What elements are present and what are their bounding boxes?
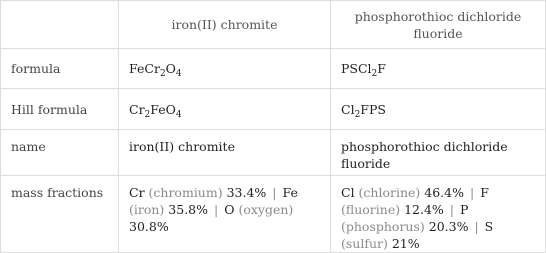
fraction-value: 21% xyxy=(391,236,420,251)
formula-subscript: 2 xyxy=(144,109,151,120)
row-label-mass-fractions: mass fractions xyxy=(1,176,119,253)
formula-subscript: 4 xyxy=(175,109,182,120)
element-symbol: S xyxy=(484,219,494,234)
table-row xyxy=(1,49,546,89)
formula-element: PSCl xyxy=(341,61,372,76)
separator: | xyxy=(214,202,219,217)
row-label-formula: formula xyxy=(1,49,119,89)
formula-element: FeO xyxy=(150,101,176,117)
element-name: (iron) xyxy=(129,202,165,217)
column-header-iron-chromite: iron(II) chromite xyxy=(119,1,331,49)
element-name: (oxygen) xyxy=(238,202,294,217)
element-symbol: P xyxy=(459,202,469,217)
fraction-value: 30.8% xyxy=(129,219,169,234)
separator: | xyxy=(474,219,479,234)
table-row xyxy=(1,176,546,253)
element-symbol: O xyxy=(224,202,235,217)
hill-formula-cell xyxy=(119,89,331,130)
row-label-name: name xyxy=(1,130,119,176)
formula-subscript: 2 xyxy=(371,69,378,79)
separator: | xyxy=(272,185,277,200)
formula-subscript: 4 xyxy=(175,69,182,79)
table-row xyxy=(1,130,546,176)
element-name: (sulfur) xyxy=(341,236,388,251)
formula-element: Fe xyxy=(129,61,145,76)
separator: | xyxy=(449,202,454,217)
element-symbol: F xyxy=(480,185,489,200)
formula-cell xyxy=(331,49,546,89)
corner-cell xyxy=(1,1,119,49)
mass-fractions-cell xyxy=(119,176,331,253)
separator: | xyxy=(469,185,475,200)
element-symbol: Fe xyxy=(282,185,298,200)
row-label-hill-formula: Hill formula xyxy=(1,89,119,130)
fraction-value: 46.4% xyxy=(424,185,464,200)
element-name: (phosphorus) xyxy=(341,219,425,234)
formula-element: Cr xyxy=(129,101,145,117)
table-row xyxy=(1,89,546,130)
formula-cell xyxy=(119,49,331,89)
fraction-value: 12.4% xyxy=(404,202,444,217)
mass-fractions-cell xyxy=(331,176,546,253)
element-name: (chromium) xyxy=(148,185,223,200)
element-symbol: Cr xyxy=(129,185,145,200)
formula-element: Cr xyxy=(144,61,160,76)
element-name: (chlorine) xyxy=(358,185,421,200)
hill-formula-cell xyxy=(331,89,546,130)
header-row xyxy=(1,1,546,49)
fraction-value: 35.8% xyxy=(168,202,209,217)
name-cell: iron(II) chromite xyxy=(119,130,331,176)
formula-subscript: 2 xyxy=(159,69,166,79)
formula-element: F xyxy=(377,61,386,76)
fraction-value: 33.4% xyxy=(226,185,267,200)
fraction-value: 20.3% xyxy=(428,219,469,234)
name-cell: phosphorothioc dichloride fluoride xyxy=(331,130,546,176)
element-name: (fluorine) xyxy=(341,202,401,217)
element-symbol: Cl xyxy=(341,185,355,200)
column-header-phosphorothioc-dichloride-fluoride: phosphorothioc dichloride fluoride xyxy=(331,1,546,49)
formula-element: O xyxy=(165,61,176,76)
formula-element: Cl xyxy=(341,101,355,117)
formula-element: FPS xyxy=(360,101,386,117)
formula-subscript: 2 xyxy=(354,109,361,120)
